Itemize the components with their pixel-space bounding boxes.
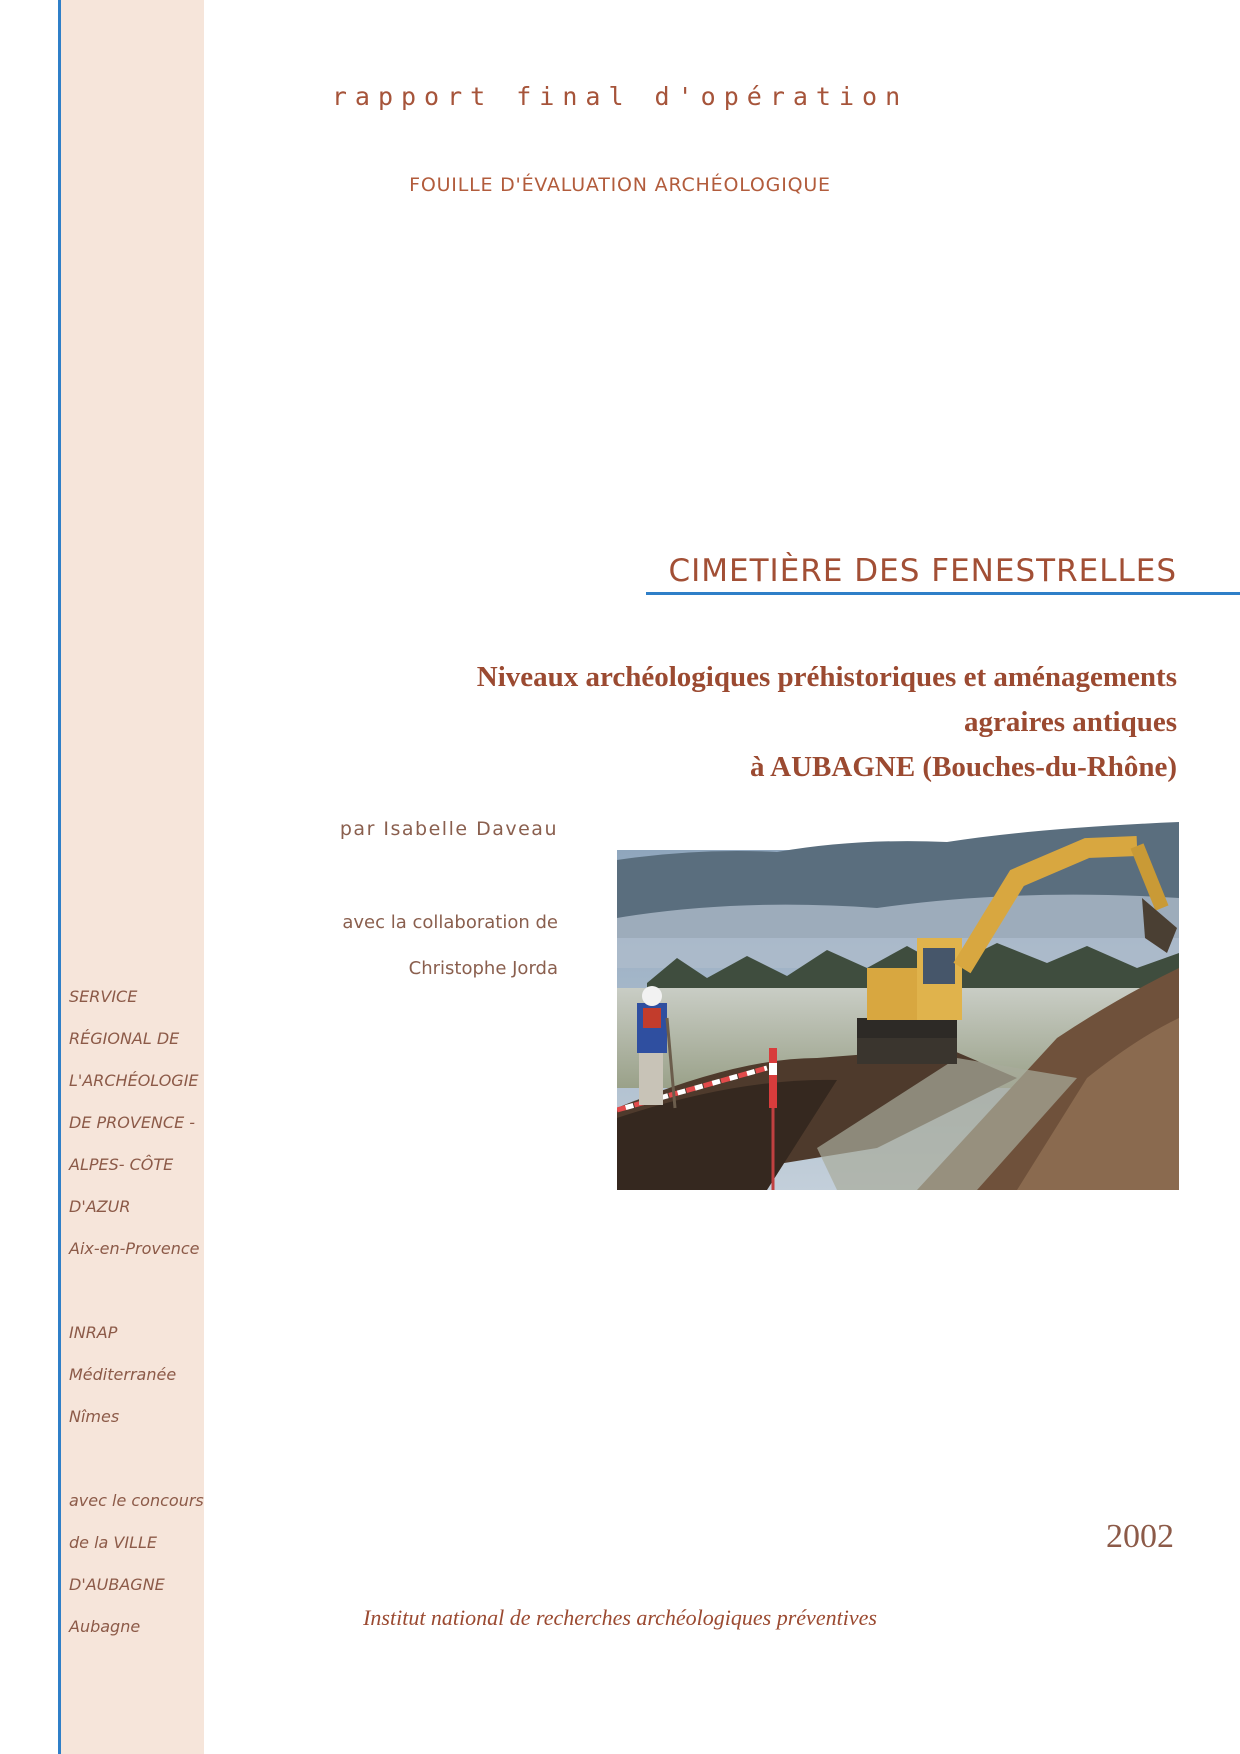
sidebar-line: INRAP (69, 1323, 118, 1342)
report-type: rapport final d'opération (331, 82, 909, 111)
sidebar-line: Méditerranée (69, 1365, 177, 1384)
sidebar-line: D'AZUR (69, 1197, 131, 1216)
author: par Isabelle Daveau (339, 818, 558, 840)
sidebar-line: SERVICE (69, 987, 138, 1006)
title-underline (646, 592, 1240, 595)
report-year: 2002 (1106, 1518, 1174, 1555)
excavation-photo-illustration (617, 818, 1179, 1190)
site-title: CIMETIÈRE DES FENESTRELLES (668, 553, 1177, 589)
collaborator: Christophe Jorda (408, 958, 558, 979)
sidebar-line: Nîmes (69, 1407, 120, 1426)
sidebar-institutions (69, 976, 204, 1648)
report-heading (377, 655, 1177, 790)
sidebar-line: avec le concours (69, 1491, 204, 1510)
excavation-photo (617, 818, 1179, 1190)
left-blue-rule (58, 0, 61, 1754)
sidebar-line: RÉGIONAL DE (69, 1029, 180, 1048)
sidebar-line: Aubagne (69, 1617, 141, 1636)
heading-line-3: à AUBAGNE (Bouches-du-Rhône) (750, 751, 1177, 783)
heading-line-2: agraires antiques (964, 706, 1177, 738)
collaboration-label: avec la collaboration de (342, 912, 558, 933)
sidebar-line: L'ARCHÉOLOGIE (69, 1071, 199, 1090)
sidebar-line: DE PROVENCE - (69, 1113, 196, 1132)
sidebar-line: ALPES- CÔTE (69, 1155, 174, 1174)
operation-type: FOUILLE D'ÉVALUATION ARCHÉOLOGIQUE (409, 174, 831, 196)
institute-name: Institut national de recherches archéologiques préventives (363, 1605, 877, 1630)
sidebar-line: de la VILLE (69, 1533, 158, 1552)
sidebar-line: D'AUBAGNE (69, 1575, 165, 1594)
sidebar-line: Aix-en-Provence (69, 1239, 200, 1258)
heading-line-1: Niveaux archéologiques préhistoriques et aménagements (476, 661, 1177, 693)
